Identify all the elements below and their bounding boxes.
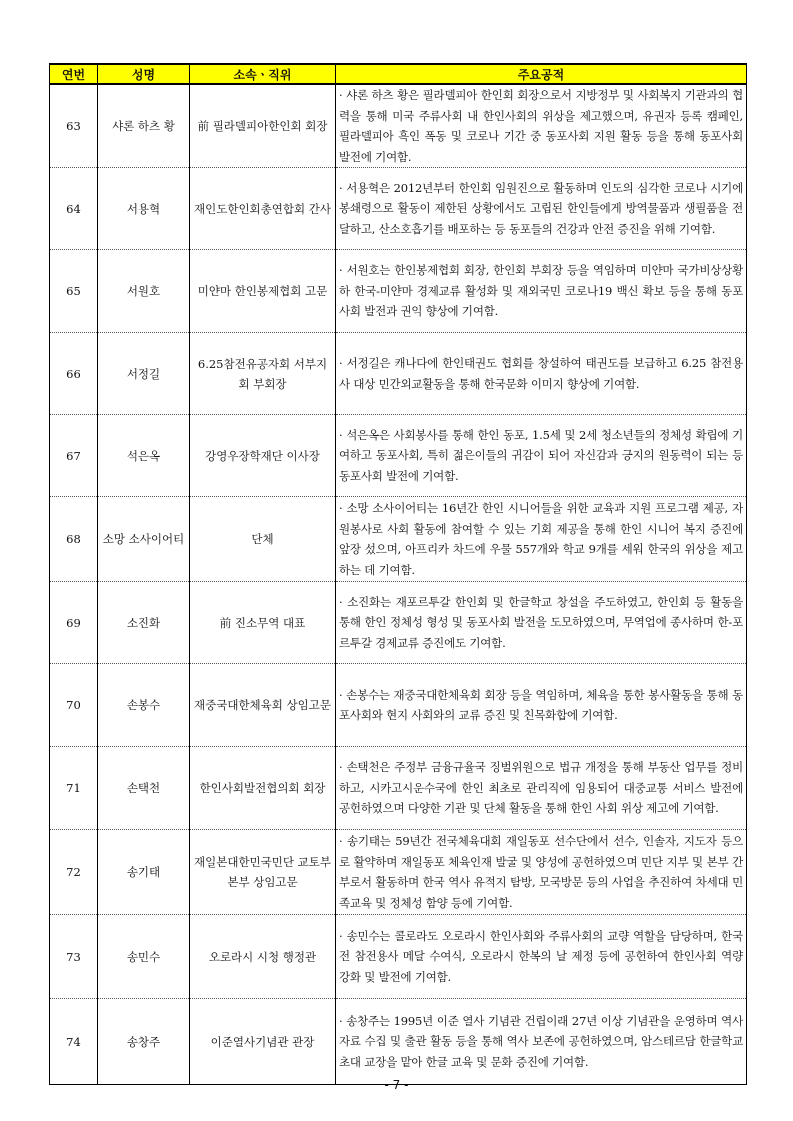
row-affiliation: 前 필라델피아한인회 회장	[190, 84, 336, 168]
row-affiliation: 미얀마 한인봉제협회 고문	[190, 250, 336, 333]
header-name: 성명	[98, 64, 190, 84]
row-no: 69	[50, 582, 98, 664]
row-affiliation: 재일본대한민국민단 교토부본부 상임고문	[190, 830, 336, 915]
row-affiliation: 재중국대한체육회 상임고문	[190, 664, 336, 747]
table-row	[50, 497, 747, 582]
row-achievement: · 서용혁은 2012년부터 한인회 임원진으로 활동하며 인도의 심각한 코로나 시기에 봉쇄령으로 활동이 제한된 상황에서도 고립된 한인들에게 방역물품과 생필품을 전달하고, 산소호흡기를 배포하는 등 동포들의 건강과 안전 증진을 위해 기여함.	[336, 168, 747, 250]
row-achievement: · 샤론 하츠 황은 필라델피아 한인회 회장으로서 지방정부 및 사회복지 기관과의 협력을 통해 미국 주류사회 내 한인사회의 위상을 제고했으며, 유권자 등록 캠페인, 필라델피아 흑인 폭동 및 코로나 기간 중 동포사회 지원 활동 등을 통해 동포사회 발전에 기여함.	[336, 84, 747, 168]
table-row	[50, 84, 747, 168]
table-row	[50, 415, 747, 497]
row-affiliation: 재인도한인회총연합회 간사	[190, 168, 336, 250]
row-achievement: · 석은옥은 사회봉사를 통해 한인 동포, 1.5세 및 2세 청소년들의 정체성 확립에 기여하고 동포사회, 특히 젊은이들의 귀감이 되어 자신감과 긍지의 원동력이 되는 등 동포사회 발전에 기여함.	[336, 415, 747, 497]
row-achievement: · 손택천은 주정부 금융규율국 징벌위원으로 법규 개정을 통해 부동산 업무를 정비하고, 시카고시운수국에 한인 최초로 관리직에 임용되어 대중교통 서비스 발전에 공헌하였으며 다양한 기관 및 단체 활동을 통해 한인 사회 위상 제고에 기여함.	[336, 747, 747, 830]
row-no: 65	[50, 250, 98, 333]
row-affiliation: 6.25참전유공자회 서부지회 부회장	[190, 333, 336, 415]
row-affiliation: 오로라시 시청 행정관	[190, 915, 336, 999]
row-affiliation: 前 진소무역 대표	[190, 582, 336, 664]
row-achievement: · 소망 소사이어티는 16년간 한인 시니어들을 위한 교육과 지원 프로그램 제공, 자원봉사로 사회 활동에 참여할 수 있는 기회 제공을 통해 한인 시니어 복지 증진에 앞장 섰으며, 아프리카 차드에 우물 557개와 학교 9개를 세워 한국의 위상을 제고하는 데 기여함.	[336, 497, 747, 582]
table-row	[50, 664, 747, 747]
row-achievement: · 송민수는 콜로라도 오로라시 한인사회와 주류사회의 교량 역할을 담당하며, 한국전 참전용사 메달 수여식, 오로라시 한복의 날 제정 등에 공헌하여 한인사회 역량 강화 및 발전에 기여함.	[336, 915, 747, 999]
row-achievement: · 손봉수는 재중국대한체육회 회장 등을 역임하며, 체육을 통한 봉사활동을 통해 동포사회와 현지 사회와의 교류 증진 및 친목화합에 기여함.	[336, 664, 747, 747]
table-row	[50, 999, 747, 1085]
row-no: 64	[50, 168, 98, 250]
row-no: 68	[50, 497, 98, 582]
row-name: 서정길	[98, 333, 190, 415]
row-name: 소망 소사이어티	[98, 497, 190, 582]
header-achievement: 주요공적	[336, 64, 747, 84]
awardee-table	[49, 63, 747, 1085]
row-no: 71	[50, 747, 98, 830]
row-achievement: · 서원호는 한인봉제협회 회장, 한인회 부회장 등을 역임하며 미얀마 국가비상상황 하 한국-미얀마 경제교류 활성화 및 재외국민 코로나19 백신 확보 등을 통해 동포 사회 발전과 권익 향상에 기여함.	[336, 250, 747, 333]
row-no: 73	[50, 915, 98, 999]
row-name: 서용혁	[98, 168, 190, 250]
header-no: 연번	[50, 64, 98, 84]
table-row	[50, 168, 747, 250]
row-no: 74	[50, 999, 98, 1085]
row-no: 70	[50, 664, 98, 747]
row-name: 송민수	[98, 915, 190, 999]
row-no: 66	[50, 333, 98, 415]
row-name: 송창주	[98, 999, 190, 1085]
row-achievement: · 송기태는 59년간 전국체육대회 재일동포 선수단에서 선수, 인솔자, 지도자 등으로 활약하며 재일동포 체육인재 발굴 및 양성에 공헌하였으며 민단 지부 및 본부 간부로서 활동하며 한국 역사 유적지 탐방, 모국방문 등의 사업을 추진하여 차세대 민족교육 및 정체성 함양 등에 기여함.	[336, 830, 747, 915]
row-affiliation: 단체	[190, 497, 336, 582]
row-name: 손택천	[98, 747, 190, 830]
row-affiliation: 이준열사기념관 관장	[190, 999, 336, 1085]
row-no: 63	[50, 84, 98, 168]
page-number: - 7 -	[384, 1078, 409, 1092]
table-row	[50, 250, 747, 333]
row-affiliation: 한인사회발전협의회 회장	[190, 747, 336, 830]
row-affiliation: 강영우장학재단 이사장	[190, 415, 336, 497]
table-row	[50, 333, 747, 415]
row-name: 손봉수	[98, 664, 190, 747]
table-row	[50, 830, 747, 915]
row-name: 샤론 하츠 황	[98, 84, 190, 168]
row-name: 석은옥	[98, 415, 190, 497]
row-name: 서원호	[98, 250, 190, 333]
row-no: 72	[50, 830, 98, 915]
row-name: 송기태	[98, 830, 190, 915]
table-row	[50, 915, 747, 999]
row-no: 67	[50, 415, 98, 497]
header-row	[50, 64, 747, 84]
table-row	[50, 747, 747, 830]
header-affiliation: 소속ㆍ직위	[190, 64, 336, 84]
row-name: 소진화	[98, 582, 190, 664]
row-achievement: · 송창주는 1995년 이준 열사 기념관 건립이래 27년 이상 기념관을 운영하며 역사 자료 수집 및 출관 활동 등을 통해 역사 보존에 공헌하였으며, 암스테르담 한글학교 초대 교장을 맡아 한글 교육 및 문화 증진에 기여함.	[336, 999, 747, 1085]
table-row	[50, 582, 747, 664]
row-achievement: · 서정길은 캐나다에 한인태권도 협회를 창설하여 태권도를 보급하고 6.25 참전용사 대상 민간외교활동을 통해 한국문화 이미지 향상에 기여함.	[336, 333, 747, 415]
row-achievement: · 소진화는 재포르투갈 한인회 및 한글학교 창설을 주도하였고, 한인회 등 활동을 통해 한인 정체성 형성 및 동포사회 발전을 도모하였으며, 무역업에 종사하며 한-포르투갈 경제교류 증진에도 기여함.	[336, 582, 747, 664]
